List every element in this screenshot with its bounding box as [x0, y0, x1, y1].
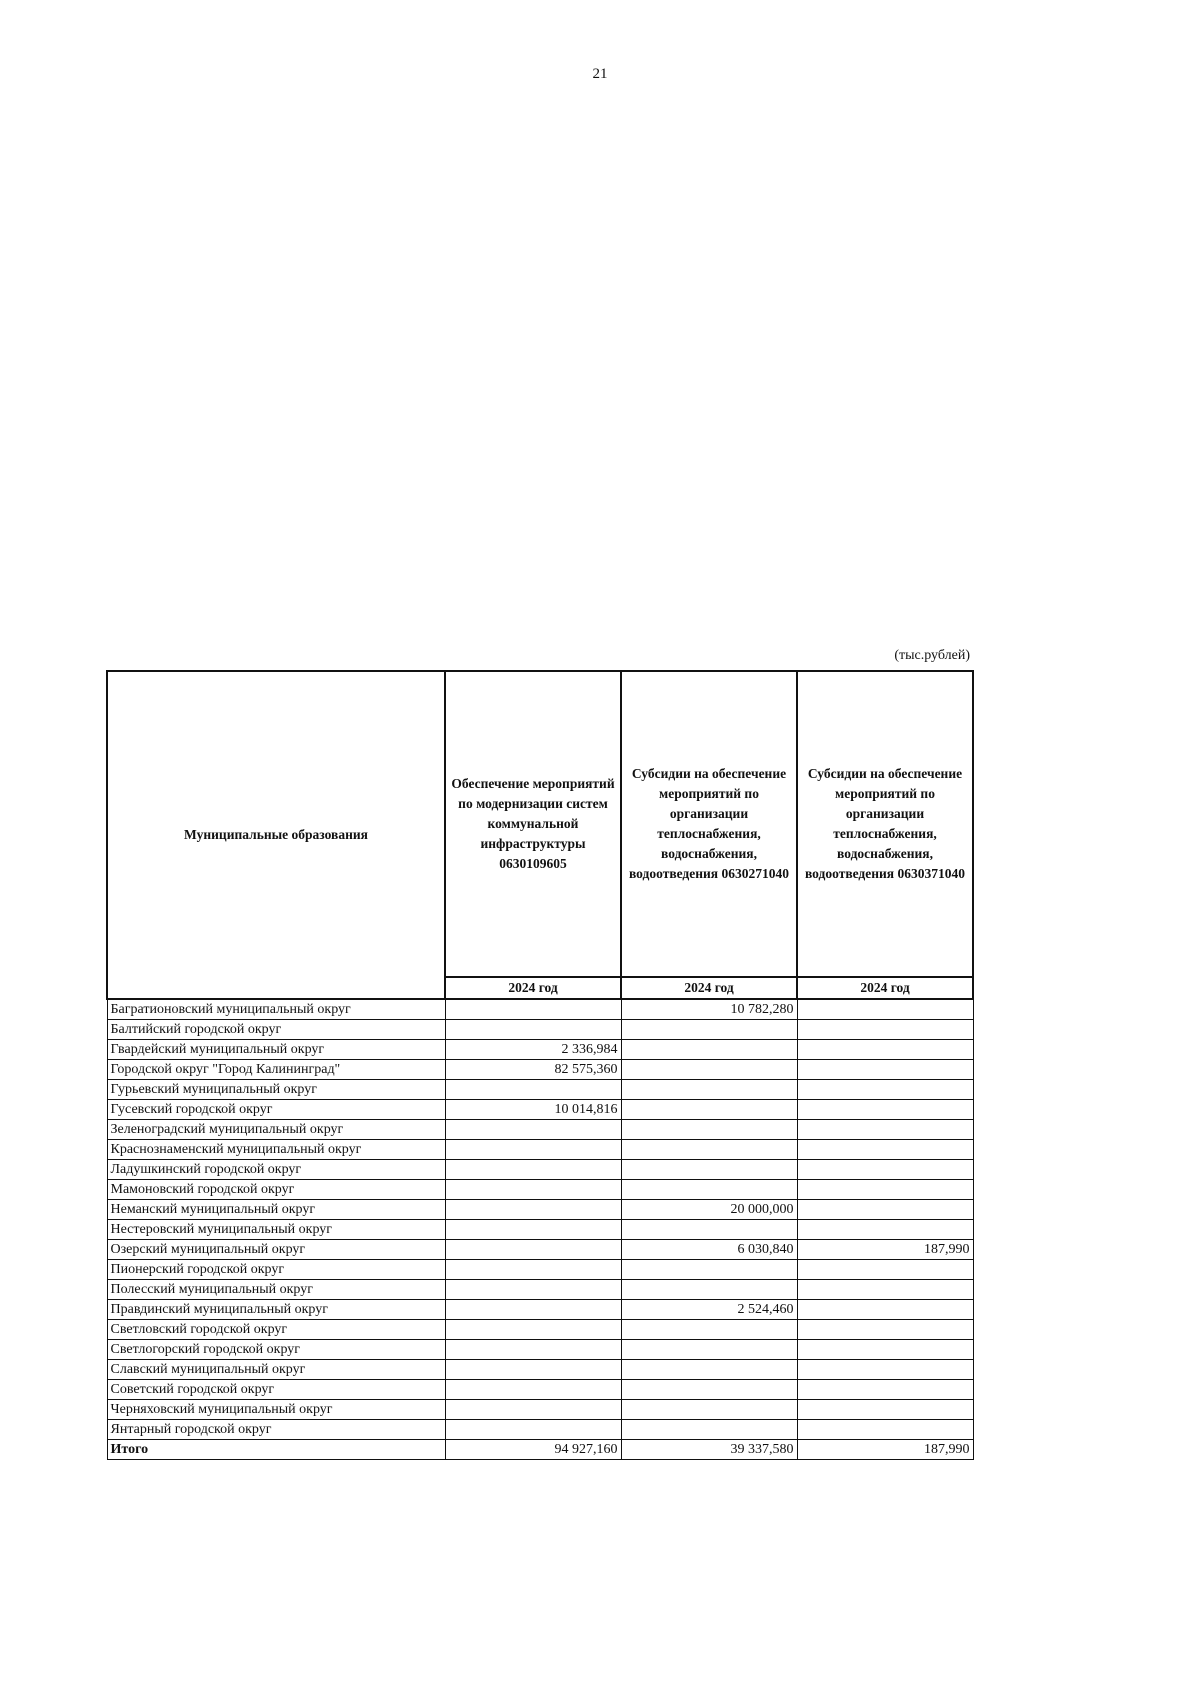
table-row [107, 1340, 973, 1360]
municipality-name: Балтийский городской округ [107, 1020, 445, 1040]
municipality-name: Мамоновский городской округ [107, 1180, 445, 1200]
municipality-name: Правдинский муниципальный округ [107, 1300, 445, 1320]
municipality-name: Пионерский городской округ [107, 1260, 445, 1280]
page-number: 21 [592, 66, 608, 82]
header-col-1: Обеспечение мероприятий по модернизации систем коммунальной инфраструктуры 0630109605 [445, 671, 621, 977]
value-col-3 [797, 1120, 973, 1140]
value-col-1: 82 575,360 [445, 1060, 621, 1080]
header-col-3: Субсидии на обеспечение мероприятий по организации теплоснабжения, водоснабжения, водоотведения 0630371040 [797, 671, 973, 977]
value-col-1 [445, 999, 621, 1020]
value-col-3 [797, 1160, 973, 1180]
value-col-2 [621, 1340, 797, 1360]
value-col-1 [445, 1160, 621, 1180]
units-label: (тыс.рублей) [894, 648, 970, 663]
value-col-1 [445, 1080, 621, 1100]
year-col-1: 2024 год [445, 977, 621, 999]
value-col-1 [445, 1140, 621, 1160]
total-label: Итого [107, 1440, 445, 1460]
value-col-3 [797, 1340, 973, 1360]
value-col-2 [621, 1380, 797, 1400]
municipality-name: Советский городской округ [107, 1380, 445, 1400]
municipality-name: Славский муниципальный округ [107, 1360, 445, 1380]
municipality-name: Багратионовский муниципальный округ [107, 999, 445, 1020]
table-row [107, 1220, 973, 1240]
municipality-name: Гвардейский муниципальный округ [107, 1040, 445, 1060]
value-col-1 [445, 1280, 621, 1300]
table-row [107, 1160, 973, 1180]
municipality-name: Зеленоградский муниципальный округ [107, 1120, 445, 1140]
value-col-2 [621, 1100, 797, 1120]
table-row [107, 1060, 973, 1080]
table-row [107, 999, 973, 1020]
municipality-name: Гусевский городской округ [107, 1100, 445, 1120]
value-col-2: 10 782,280 [621, 999, 797, 1020]
value-col-1 [445, 1200, 621, 1220]
value-col-1 [445, 1300, 621, 1320]
header-municipality: Муниципальные образования [107, 671, 445, 999]
table-row [107, 1080, 973, 1100]
table-row [107, 1120, 973, 1140]
value-col-2 [621, 1180, 797, 1200]
table-row [107, 1260, 973, 1280]
municipality-name: Нестеровский муниципальный округ [107, 1220, 445, 1240]
table-row [107, 1020, 973, 1040]
municipality-name: Озерский муниципальный округ [107, 1240, 445, 1260]
value-col-2 [621, 1120, 797, 1140]
value-col-1 [445, 1180, 621, 1200]
value-col-3 [797, 1180, 973, 1200]
total-value-2: 39 337,580 [621, 1440, 797, 1460]
municipality-name: Краснознаменский муниципальный округ [107, 1140, 445, 1160]
value-col-3 [797, 1080, 973, 1100]
value-col-1 [445, 1380, 621, 1400]
value-col-1 [445, 1020, 621, 1040]
table-row [107, 1420, 973, 1440]
municipality-name: Полесский муниципальный округ [107, 1280, 445, 1300]
value-col-3: 187,990 [797, 1240, 973, 1260]
value-col-1 [445, 1420, 621, 1440]
value-col-1 [445, 1260, 621, 1280]
value-col-3 [797, 1100, 973, 1120]
value-col-1: 2 336,984 [445, 1040, 621, 1060]
value-col-3 [797, 1220, 973, 1240]
municipality-name: Ладушкинский городской округ [107, 1160, 445, 1180]
value-col-2 [621, 1360, 797, 1380]
value-col-1 [445, 1340, 621, 1360]
value-col-3 [797, 1420, 973, 1440]
total-value-3: 187,990 [797, 1440, 973, 1460]
value-col-3 [797, 1380, 973, 1400]
value-col-1 [445, 1320, 621, 1340]
municipality-name: Черняховский муниципальный округ [107, 1400, 445, 1420]
value-col-2: 6 030,840 [621, 1240, 797, 1260]
value-col-3 [797, 1400, 973, 1420]
table-body [107, 999, 973, 1440]
municipality-name: Янтарный городской округ [107, 1420, 445, 1440]
year-col-2: 2024 год [621, 977, 797, 999]
table-row [107, 1100, 973, 1120]
municipality-name: Неманский муниципальный округ [107, 1200, 445, 1220]
value-col-3 [797, 1040, 973, 1060]
table-row [107, 1380, 973, 1400]
municipality-name: Городской округ "Город Калининград" [107, 1060, 445, 1080]
total-row [107, 1440, 973, 1460]
municipality-name: Гурьевский муниципальный округ [107, 1080, 445, 1100]
value-col-1 [445, 1400, 621, 1420]
value-col-2 [621, 1260, 797, 1280]
table-row [107, 1360, 973, 1380]
value-col-2 [621, 1280, 797, 1300]
table-row [107, 1400, 973, 1420]
value-col-3 [797, 999, 973, 1020]
value-col-3 [797, 1300, 973, 1320]
subsidy-table [106, 670, 974, 1460]
value-col-1 [445, 1120, 621, 1140]
table-row [107, 1040, 973, 1060]
municipality-name: Светлогорский городской округ [107, 1340, 445, 1360]
value-col-2 [621, 1060, 797, 1080]
value-col-1 [445, 1360, 621, 1380]
value-col-2 [621, 1160, 797, 1180]
value-col-3 [797, 1320, 973, 1340]
value-col-1 [445, 1220, 621, 1240]
table-row [107, 1180, 973, 1200]
header-col-2: Субсидии на обеспечение мероприятий по организации теплоснабжения, водоснабжения, водоотведения 0630271040 [621, 671, 797, 977]
value-col-1 [445, 1240, 621, 1260]
value-col-2 [621, 1080, 797, 1100]
value-col-3 [797, 1200, 973, 1220]
value-col-2 [621, 1400, 797, 1420]
table-row [107, 1300, 973, 1320]
municipality-name: Светловский городской округ [107, 1320, 445, 1340]
table-row [107, 1200, 973, 1220]
value-col-2 [621, 1320, 797, 1340]
value-col-3 [797, 1360, 973, 1380]
header-row [107, 671, 973, 977]
year-col-3: 2024 год [797, 977, 973, 999]
total-value-1: 94 927,160 [445, 1440, 621, 1460]
value-col-3 [797, 1280, 973, 1300]
value-col-2 [621, 1040, 797, 1060]
value-col-2 [621, 1420, 797, 1440]
value-col-2: 2 524,460 [621, 1300, 797, 1320]
value-col-2 [621, 1020, 797, 1040]
value-col-3 [797, 1020, 973, 1040]
value-col-3 [797, 1060, 973, 1080]
table-row [107, 1140, 973, 1160]
table-row [107, 1240, 973, 1260]
value-col-2 [621, 1140, 797, 1160]
value-col-2: 20 000,000 [621, 1200, 797, 1220]
value-col-3 [797, 1140, 973, 1160]
value-col-3 [797, 1260, 973, 1280]
value-col-1: 10 014,816 [445, 1100, 621, 1120]
value-col-2 [621, 1220, 797, 1240]
table-row [107, 1280, 973, 1300]
table-row [107, 1320, 973, 1340]
